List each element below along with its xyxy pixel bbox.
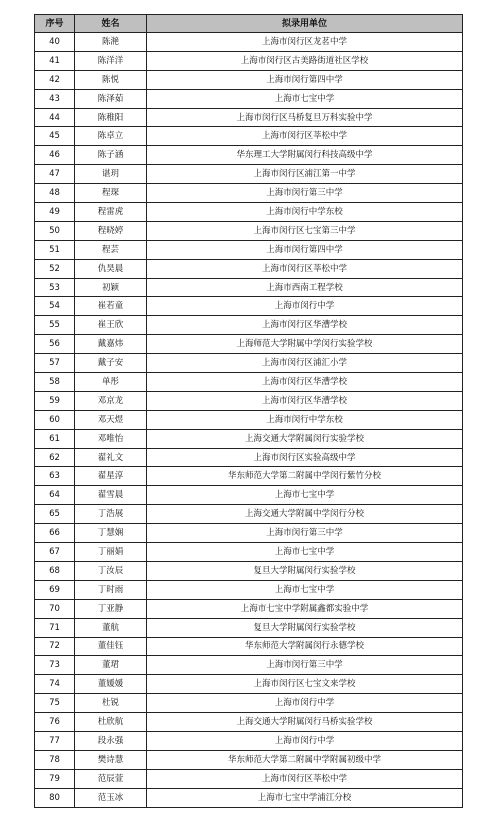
cell-index: 65 — [35, 505, 75, 524]
table-row — [35, 354, 463, 373]
cell-name: 翟星淳 — [75, 467, 147, 486]
cell-name: 范玉冰 — [75, 788, 147, 807]
cell-unit: 上海师范大学附属中学闵行实验学校 — [147, 335, 463, 354]
cell-unit: 上海市闵行中学东校 — [147, 410, 463, 429]
cell-unit: 上海市七宝中学 — [147, 486, 463, 505]
table-row — [35, 316, 463, 335]
cell-unit: 华东师范大学第二附属中学附属初级中学 — [147, 750, 463, 769]
table-row — [35, 637, 463, 656]
table-row — [35, 259, 463, 278]
cell-name: 戴嘉炜 — [75, 335, 147, 354]
table-row — [35, 675, 463, 694]
cell-unit: 华东师范大学附属闵行永德学校 — [147, 637, 463, 656]
cell-name: 陈卓立 — [75, 127, 147, 146]
table-row — [35, 656, 463, 675]
cell-index: 72 — [35, 637, 75, 656]
cell-name: 崔若童 — [75, 297, 147, 316]
roster-sheet — [34, 14, 462, 808]
table-row — [35, 713, 463, 732]
cell-index: 66 — [35, 524, 75, 543]
cell-name: 丁慧娴 — [75, 524, 147, 543]
cell-unit: 上海市七宝中学浦江分校 — [147, 788, 463, 807]
cell-index: 62 — [35, 448, 75, 467]
cell-name: 陈悦 — [75, 70, 147, 89]
table-row — [35, 51, 463, 70]
cell-index: 52 — [35, 259, 75, 278]
cell-index: 41 — [35, 51, 75, 70]
cell-unit: 上海市闵行中学 — [147, 297, 463, 316]
table-row — [35, 731, 463, 750]
cell-index: 55 — [35, 316, 75, 335]
cell-unit: 上海市闵行中学东校 — [147, 203, 463, 222]
cell-name: 邓京龙 — [75, 391, 147, 410]
cell-name: 程晓婷 — [75, 221, 147, 240]
cell-name: 陈滟 — [75, 33, 147, 52]
table-row — [35, 505, 463, 524]
table-row — [35, 278, 463, 297]
cell-index: 56 — [35, 335, 75, 354]
cell-name: 董珺 — [75, 656, 147, 675]
cell-unit: 上海市闵行区华漕学校 — [147, 373, 463, 392]
cell-name: 单彤 — [75, 373, 147, 392]
cell-name: 初颖 — [75, 278, 147, 297]
cell-unit: 华东师范大学第二附属中学闵行紫竹分校 — [147, 467, 463, 486]
cell-name: 邓天煜 — [75, 410, 147, 429]
cell-index: 69 — [35, 580, 75, 599]
table-row — [35, 543, 463, 562]
table-row — [35, 297, 463, 316]
cell-index: 46 — [35, 146, 75, 165]
table-row — [35, 467, 463, 486]
table-row — [35, 335, 463, 354]
cell-unit: 上海市闵行区浦汇小学 — [147, 354, 463, 373]
table-row — [35, 184, 463, 203]
cell-name: 翟礼文 — [75, 448, 147, 467]
cell-index: 50 — [35, 221, 75, 240]
cell-index: 57 — [35, 354, 75, 373]
cell-index: 61 — [35, 429, 75, 448]
cell-name: 丁浩展 — [75, 505, 147, 524]
cell-name: 程雷虎 — [75, 203, 147, 222]
cell-index: 40 — [35, 33, 75, 52]
cell-name: 董航 — [75, 618, 147, 637]
cell-unit: 上海交通大学附属中学闵行分校 — [147, 505, 463, 524]
cell-index: 47 — [35, 165, 75, 184]
cell-name: 程芸 — [75, 240, 147, 259]
header-row — [35, 15, 463, 33]
cell-index: 74 — [35, 675, 75, 694]
cell-name: 樊诗慧 — [75, 750, 147, 769]
cell-index: 79 — [35, 769, 75, 788]
table-row — [35, 750, 463, 769]
cell-unit: 上海市闵行区莘松中学 — [147, 127, 463, 146]
cell-unit: 复旦大学附属闵行实验学校 — [147, 561, 463, 580]
cell-unit: 上海市闵行区实验高级中学 — [147, 448, 463, 467]
cell-name: 董佳钰 — [75, 637, 147, 656]
cell-unit: 上海市七宝中学 — [147, 543, 463, 562]
cell-index: 63 — [35, 467, 75, 486]
table-row — [35, 391, 463, 410]
cell-index: 58 — [35, 373, 75, 392]
cell-name: 范辰萱 — [75, 769, 147, 788]
cell-unit: 上海市闵行区七宝第三中学 — [147, 221, 463, 240]
cell-name: 仇昊晨 — [75, 259, 147, 278]
cell-index: 68 — [35, 561, 75, 580]
cell-name: 杜欣航 — [75, 713, 147, 732]
cell-index: 44 — [35, 108, 75, 127]
table-row — [35, 618, 463, 637]
cell-unit: 上海市七宝中学 — [147, 89, 463, 108]
cell-unit: 上海市闵行区莘松中学 — [147, 769, 463, 788]
cell-unit: 上海市闵行第三中学 — [147, 656, 463, 675]
table-row — [35, 694, 463, 713]
cell-name: 丁汝辰 — [75, 561, 147, 580]
cell-name: 翟雪晨 — [75, 486, 147, 505]
table-row — [35, 108, 463, 127]
cell-name: 邓唯怡 — [75, 429, 147, 448]
table-row — [35, 429, 463, 448]
table-row — [35, 70, 463, 89]
cell-unit: 上海市闵行中学 — [147, 731, 463, 750]
cell-name: 陈泽茹 — [75, 89, 147, 108]
cell-unit: 上海市闵行区华漕学校 — [147, 316, 463, 335]
cell-index: 48 — [35, 184, 75, 203]
header-name: 姓名 — [75, 15, 147, 33]
cell-index: 51 — [35, 240, 75, 259]
table-row — [35, 486, 463, 505]
cell-index: 60 — [35, 410, 75, 429]
cell-unit: 上海市闵行区龙茗中学 — [147, 33, 463, 52]
cell-index: 45 — [35, 127, 75, 146]
cell-name: 戴子安 — [75, 354, 147, 373]
cell-index: 70 — [35, 599, 75, 618]
cell-name: 杜锐 — [75, 694, 147, 713]
cell-unit: 华东理工大学附属闵行科技高级中学 — [147, 146, 463, 165]
table-row — [35, 448, 463, 467]
table-row — [35, 203, 463, 222]
table-row — [35, 788, 463, 807]
cell-index: 77 — [35, 731, 75, 750]
cell-index: 59 — [35, 391, 75, 410]
table-row — [35, 373, 463, 392]
cell-name: 陈子涵 — [75, 146, 147, 165]
cell-name: 程琛 — [75, 184, 147, 203]
cell-unit: 上海市闵行第三中学 — [147, 184, 463, 203]
cell-index: 76 — [35, 713, 75, 732]
table-row — [35, 127, 463, 146]
cell-index: 54 — [35, 297, 75, 316]
cell-unit: 上海市七宝中学 — [147, 580, 463, 599]
cell-index: 49 — [35, 203, 75, 222]
cell-index: 53 — [35, 278, 75, 297]
table-row — [35, 221, 463, 240]
cell-index: 71 — [35, 618, 75, 637]
cell-unit: 上海交通大学附属闵行实验学校 — [147, 429, 463, 448]
cell-unit: 上海市闵行区华漕学校 — [147, 391, 463, 410]
cell-unit: 上海市闵行区古美路街道社区学校 — [147, 51, 463, 70]
table-row — [35, 240, 463, 259]
cell-name: 丁丽娟 — [75, 543, 147, 562]
cell-unit: 复旦大学附属闵行实验学校 — [147, 618, 463, 637]
table-row — [35, 146, 463, 165]
header-unit: 拟录用单位 — [147, 15, 463, 33]
table-body — [35, 33, 463, 808]
roster-table — [34, 14, 463, 808]
cell-index: 64 — [35, 486, 75, 505]
table-row — [35, 769, 463, 788]
table-row — [35, 580, 463, 599]
table-row — [35, 165, 463, 184]
table-row — [35, 561, 463, 580]
table-row — [35, 89, 463, 108]
cell-unit: 上海市闵行第四中学 — [147, 240, 463, 259]
table-row — [35, 599, 463, 618]
cell-name: 陈稚阳 — [75, 108, 147, 127]
table-row — [35, 410, 463, 429]
cell-index: 42 — [35, 70, 75, 89]
cell-unit: 上海市闵行区浦江第一中学 — [147, 165, 463, 184]
cell-unit: 上海市闵行第四中学 — [147, 70, 463, 89]
cell-unit: 上海市七宝中学附属鑫都实验中学 — [147, 599, 463, 618]
table-header — [35, 15, 463, 33]
cell-index: 43 — [35, 89, 75, 108]
cell-unit: 上海市闵行第三中学 — [147, 524, 463, 543]
cell-unit: 上海市闵行区马桥复旦万科实验中学 — [147, 108, 463, 127]
cell-index: 78 — [35, 750, 75, 769]
header-index: 序号 — [35, 15, 75, 33]
cell-name: 陈洋洋 — [75, 51, 147, 70]
cell-name: 崔王欣 — [75, 316, 147, 335]
cell-name: 段永强 — [75, 731, 147, 750]
cell-index: 80 — [35, 788, 75, 807]
table-row — [35, 33, 463, 52]
cell-unit: 上海交通大学附属闵行马桥实验学校 — [147, 713, 463, 732]
cell-index: 67 — [35, 543, 75, 562]
cell-name: 丁亚静 — [75, 599, 147, 618]
cell-index: 73 — [35, 656, 75, 675]
cell-unit: 上海市闵行中学 — [147, 694, 463, 713]
cell-unit: 上海市闵行区七宝文来学校 — [147, 675, 463, 694]
cell-unit: 上海市西南工程学校 — [147, 278, 463, 297]
cell-name: 丁时雨 — [75, 580, 147, 599]
cell-name: 董媛媛 — [75, 675, 147, 694]
cell-index: 75 — [35, 694, 75, 713]
table-row — [35, 524, 463, 543]
cell-unit: 上海市闵行区莘松中学 — [147, 259, 463, 278]
cell-name: 谌玥 — [75, 165, 147, 184]
